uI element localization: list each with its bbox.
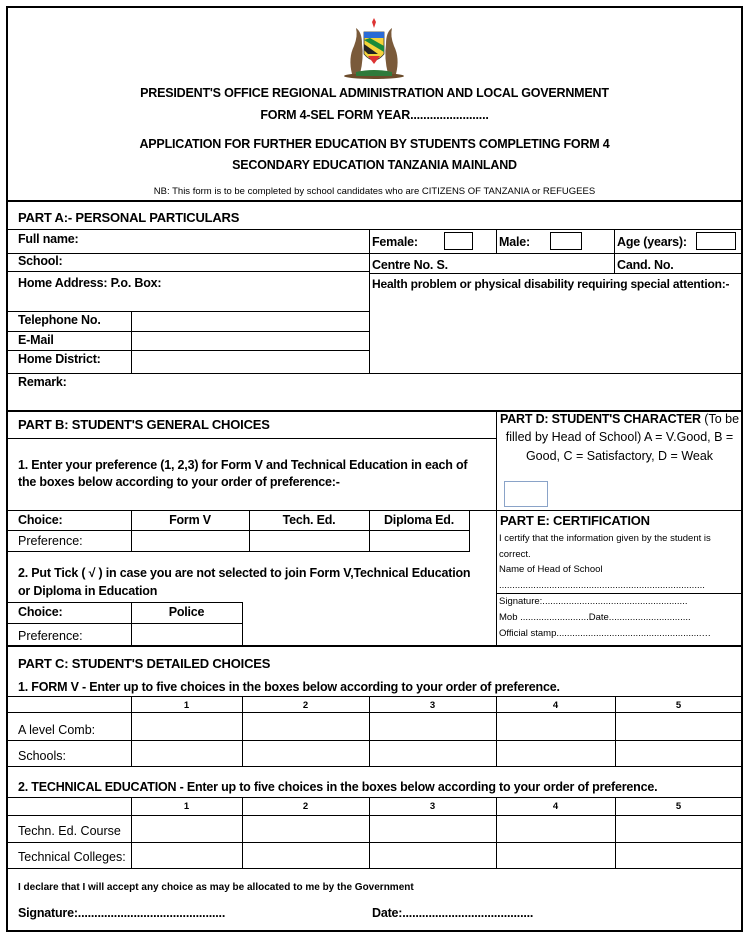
- header-line-4: SECONDARY EDUCATION TANZANIA MAINLAND: [232, 158, 517, 172]
- table-rule: [131, 696, 132, 766]
- part-d-title: PART D: STUDENT'S CHARACTER: [500, 412, 701, 426]
- header-line-3: APPLICATION FOR FURTHER EDUCATION BY STUDENTS COMPLETING FORM 4: [139, 137, 610, 151]
- head-name-dots: ..............................................................................: [499, 580, 705, 591]
- table-rule: [131, 311, 132, 374]
- tech-ed-header: Tech. Ed.: [282, 513, 336, 527]
- table-rule: [7, 696, 742, 697]
- table-rule: [496, 797, 497, 868]
- footer-date-field[interactable]: Date:........................................: [372, 906, 534, 920]
- table-rule: [7, 331, 369, 332]
- tech-col-2: 2: [302, 801, 309, 812]
- part-d-title-suffix: (To be: [700, 412, 740, 426]
- table-rule: [7, 815, 742, 816]
- table-rule: [369, 273, 742, 274]
- table-rule: [7, 200, 742, 202]
- school-label: School:: [18, 254, 63, 268]
- table-rule: [615, 696, 616, 766]
- official-stamp-field[interactable]: Official stamp.......................................................…: [499, 628, 712, 639]
- header-note: NB: This form is to be completed by school candidates who are CITIZENS OF TANZANIA or REFUGEES: [153, 186, 596, 197]
- table-rule: [7, 229, 742, 230]
- certify-line-1: I certify that the information given by the student is: [499, 533, 711, 544]
- part-b-title: PART B: STUDENT'S GENERAL CHOICES: [18, 417, 270, 432]
- part-d-title-line: [500, 412, 739, 426]
- table-rule: [7, 623, 242, 624]
- table-rule: [7, 253, 742, 254]
- choice-label: Choice:: [18, 513, 63, 527]
- part-b-q2b: or Diploma in Education: [18, 584, 158, 598]
- form-v-col-4: 4: [552, 700, 559, 711]
- tech-col-5: 5: [675, 801, 682, 812]
- email-label: E-Mail: [18, 333, 54, 347]
- part-c-title: PART C: STUDENT'S DETAILED CHOICES: [18, 656, 271, 671]
- table-rule: [7, 740, 742, 741]
- tech-col-3: 3: [429, 801, 436, 812]
- table-rule: [496, 411, 497, 645]
- part-d-line-3: Good, C = Satisfactory, D = Weak: [525, 449, 714, 463]
- table-rule: [7, 350, 369, 351]
- table-rule: [7, 311, 369, 312]
- table-rule: [7, 645, 742, 647]
- male-checkbox[interactable]: [550, 232, 582, 250]
- full-name-label: Full name:: [18, 232, 79, 246]
- signature-field[interactable]: Signature:.......................................................: [499, 596, 688, 607]
- home-address-label: Home Address: P.o. Box:: [18, 276, 162, 290]
- character-grade-input[interactable]: [504, 481, 548, 507]
- diploma-ed-header: Diploma Ed.: [383, 513, 455, 527]
- coat-of-arms-emblem: [338, 18, 410, 80]
- form-v-col-1: 1: [183, 700, 190, 711]
- table-rule: [369, 229, 370, 374]
- remark-label: Remark:: [18, 375, 67, 389]
- table-rule: [131, 797, 132, 868]
- table-rule: [7, 602, 242, 603]
- form-v-col-2: 2: [302, 700, 309, 711]
- table-rule: [7, 868, 742, 869]
- choice2-label: Choice:: [18, 605, 63, 619]
- age-label: Age (years):: [617, 235, 687, 249]
- head-name-label: Name of Head of School: [499, 564, 603, 575]
- police-header: Police: [168, 605, 205, 619]
- part-b-q1: 1. Enter your preference (1, 2,3) for Form V and Technical Education in each of: [18, 458, 468, 472]
- form-v-col-3: 3: [429, 700, 436, 711]
- health-label: Health problem or physical disability requiring special attention:-: [372, 277, 730, 291]
- table-rule: [7, 373, 742, 374]
- table-rule: [7, 797, 742, 798]
- declaration-text: I declare that I will accept any choice as may be allocated to me by the Government: [18, 882, 414, 893]
- tech-col-1: 1: [183, 801, 190, 812]
- male-label: Male:: [499, 235, 530, 249]
- table-rule: [7, 510, 742, 511]
- table-rule: [615, 797, 616, 868]
- part-a-title: PART A:- PERSONAL PARTICULARS: [18, 210, 240, 225]
- table-rule: [496, 229, 497, 253]
- part-e-title: PART E: CERTIFICATION: [500, 513, 650, 528]
- table-rule: [369, 696, 370, 766]
- table-rule: [469, 510, 470, 552]
- table-rule: [496, 696, 497, 766]
- techn-course-label: Techn. Ed. Course: [18, 824, 121, 838]
- certify-line-2: correct.: [499, 549, 531, 560]
- schools-label: Schools:: [18, 749, 66, 763]
- table-rule: [242, 602, 243, 645]
- preference-label: Preference:: [18, 534, 83, 548]
- mob-date-field[interactable]: Mob ..........................Date...............................: [499, 612, 691, 623]
- table-rule: [614, 229, 615, 273]
- preference2-label: Preference:: [18, 629, 83, 643]
- header-line-2: FORM 4-SEL FORM YEAR........................: [260, 108, 489, 122]
- footer-signature-field[interactable]: Signature:.............................................: [18, 906, 226, 920]
- tech-colleges-label: Technical Colleges:: [18, 850, 126, 864]
- table-rule: [7, 712, 742, 713]
- part-c-q2: 2. TECHNICAL EDUCATION - Enter up to five choices in the boxes below according to your order of preference.: [18, 780, 658, 794]
- table-rule: [7, 271, 369, 272]
- centre-no-label: Centre No. S.: [372, 258, 448, 272]
- telephone-label: Telephone No.: [18, 313, 101, 327]
- table-rule: [7, 530, 469, 531]
- table-rule: [242, 797, 243, 868]
- table-rule: [7, 766, 742, 767]
- table-rule: [7, 842, 742, 843]
- table-rule: [242, 696, 243, 766]
- part-c-q1: 1. FORM V - Enter up to five choices in the boxes below according to your order of preference.: [18, 680, 560, 694]
- table-rule: [496, 593, 742, 594]
- cand-no-label: Cand. No.: [617, 258, 674, 272]
- part-b-q2: 2. Put Tick ( √ ) in case you are not selected to join Form V,Technical Education: [18, 566, 471, 580]
- part-d-line-2: filled by Head of School) A = V.Good, B =: [505, 430, 734, 444]
- a-level-comb-label: A level Comb:: [18, 723, 96, 737]
- table-rule: [7, 438, 496, 439]
- female-label: Female:: [372, 235, 418, 249]
- form-v-col-5: 5: [675, 700, 682, 711]
- part-b-q1b: the boxes below according to your order of preference:-: [18, 475, 340, 489]
- tech-col-4: 4: [552, 801, 559, 812]
- age-input[interactable]: [696, 232, 736, 250]
- header-line-1: PRESIDENT'S OFFICE REGIONAL ADMINISTRATION AND LOCAL GOVERNMENT: [140, 86, 609, 100]
- female-checkbox[interactable]: [444, 232, 473, 250]
- table-rule: [369, 797, 370, 868]
- form-v-header: Form V: [169, 513, 211, 527]
- table-rule: [7, 551, 469, 552]
- home-district-label: Home District:: [18, 352, 101, 366]
